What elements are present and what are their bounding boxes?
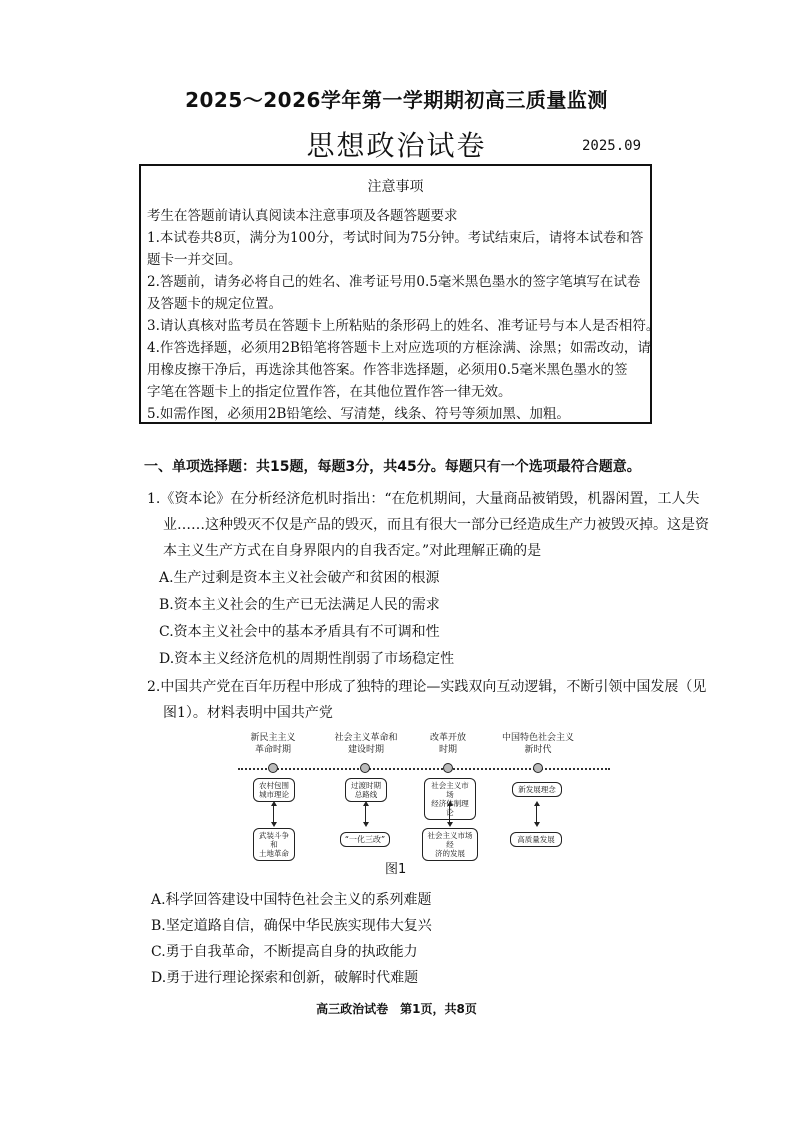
theory-box [253,778,295,802]
arrow-up-icon [363,801,369,806]
arrow-up-icon [271,801,277,806]
figure-1-diagram [238,724,618,874]
theory-text: 过渡时期 [351,781,381,790]
arrow-up-icon [447,801,453,806]
page-footer: 高三政治试卷 第1页，共8页 [316,1002,477,1016]
arrow-down-icon [447,822,453,827]
notice-line: 3.请认真核对监考员在答题卡上所粘贴的条形码上的姓名、准考证号与本人是否相符。 [147,318,660,334]
connector-line [365,806,366,822]
notice-line: 题卡一并交回。 [147,252,242,268]
practice-box [253,828,295,861]
notice-line: 字笔在答题卡上的指定位置作答，在其他位置作答一律无效。 [147,384,512,400]
q1-option-a: A.生产过剩是资本主义社会破产和贫困的根源 [159,570,440,586]
section-heading: 一、单项选择题：共15题，每题3分，共45分。每题只有一个选项最符合题意。 [144,459,641,475]
era-label-line: 革命时期 [254,745,291,755]
era-label [408,732,488,756]
era-label-line: 新时代 [524,745,552,755]
notice-line: 5.如需作图，必须用2B铅笔绘、写清楚，线条、符号等须加黑、加粗。 [147,406,570,422]
exam-subject-title: 思想政治试卷 [306,129,487,162]
q1-option-d: D.资本主义经济危机的周期性削弱了市场稳定性 [159,651,455,667]
theory-text: 总路线 [354,790,378,799]
timeline-node [533,763,543,773]
q1-stem-line: 本主义生产方式在自身界限内的自我否定。”对此理解正确的是 [163,543,542,559]
connector-line [536,806,537,822]
era-label [498,732,578,756]
q2-option-b: B.坚定道路自信，确保中华民族实现伟大复兴 [151,918,432,934]
notice-line: 4.作答选择题，必须用2B铅笔将答题卡上对应选项的方框涂满、涂黑；如需改动，请 [147,340,651,356]
exam-date: 2025.09 [582,138,642,154]
arrow-down-icon [534,822,540,827]
figure-caption: 图1 [385,862,407,877]
practice-text: 社会主义市场经 [427,831,473,849]
q2-stem-line: 图1）。材料表明中国共产党 [163,705,333,721]
practice-text: 高质量发展 [517,835,555,844]
q1-option-c: C.资本主义社会中的基本矛盾具有不可调和性 [159,624,440,640]
theory-text: 社会主义市场 [431,781,469,799]
practice-text: “一化三改” [344,835,386,844]
theory-box [345,778,387,802]
theory-text: 农村包围 [259,781,289,790]
theory-box [512,782,562,797]
connector-line [273,806,274,822]
practice-text: 土地革命 [259,849,289,858]
notice-line: 用橡皮擦干净后，再选涂其他答案。作答非选择题，必须用0.5毫米黑色墨水的签 [147,362,628,378]
connector-line [449,806,450,822]
era-label-line: 中国特色社会主义 [501,733,574,743]
era-label-line: 社会主义革命和 [334,733,398,743]
arrow-down-icon [363,822,369,827]
theory-text: 城市理论 [259,790,289,799]
era-label-line: 新民主主义 [250,733,296,743]
notice-line: 及答题卡的规定位置。 [147,296,282,312]
practice-text: 武装斗争和 [259,831,289,849]
arrow-down-icon [271,822,277,827]
q1-stem-line: 1.《资本论》在分析经济危机时指出：“在危机期间，大量商品被销毁，机器闲置，工人失 [147,491,700,507]
theory-box [424,778,476,820]
notice-line: 1.本试卷共8页，满分为100分，考试时间为75分钟。考试结束后，请将本试卷和答 [147,230,644,246]
timeline-node [268,763,278,773]
notice-line: 2.答题前，请务必将自己的姓名、准考证号用0.5毫米黑色墨水的签字笔填写在试卷 [147,274,641,290]
practice-box [340,832,390,847]
q2-option-a: A.科学回答建设中国特色社会主义的系列难题 [151,892,432,908]
notice-box [139,164,660,424]
era-label [233,732,313,756]
practice-box [422,828,478,861]
era-label-line: 改革开放 [429,733,466,743]
arrow-up-icon [534,801,540,806]
era-label-line: 建设时期 [347,745,384,755]
q2-option-c: C.勇于自我革命，不断提高自身的执政能力 [151,944,418,960]
theory-text: 新发展理念 [518,785,556,794]
q1-stem-line: 业……这种毁灭不仅是产品的毁灭，而且有很大一部分已经造成生产力被毁灭掉。这是资 [163,517,709,533]
practice-box [510,832,562,847]
timeline-node [443,763,453,773]
timeline-line [238,768,610,770]
timeline-node [360,763,370,773]
notice-title: 注意事项 [367,179,424,195]
q2-stem-line: 2.中国共产党在百年历程中形成了独特的理论—实践双向互动逻辑，不断引领中国发展（见 [147,679,707,695]
era-label [326,732,406,756]
practice-text: 济的发展 [435,849,465,858]
exam-title: 2025～2026学年第一学期期初高三质量监测 [185,88,608,112]
era-label-line: 时期 [438,745,457,755]
q1-option-b: B.资本主义社会的生产已无法满足人民的需求 [159,597,440,613]
q2-option-d: D.勇于进行理论探索和创新，破解时代难题 [151,970,419,986]
theory-text: 经济体制理论 [431,799,469,817]
notice-line: 考生在答题前请认真阅读本注意事项及各题答题要求 [147,208,458,224]
